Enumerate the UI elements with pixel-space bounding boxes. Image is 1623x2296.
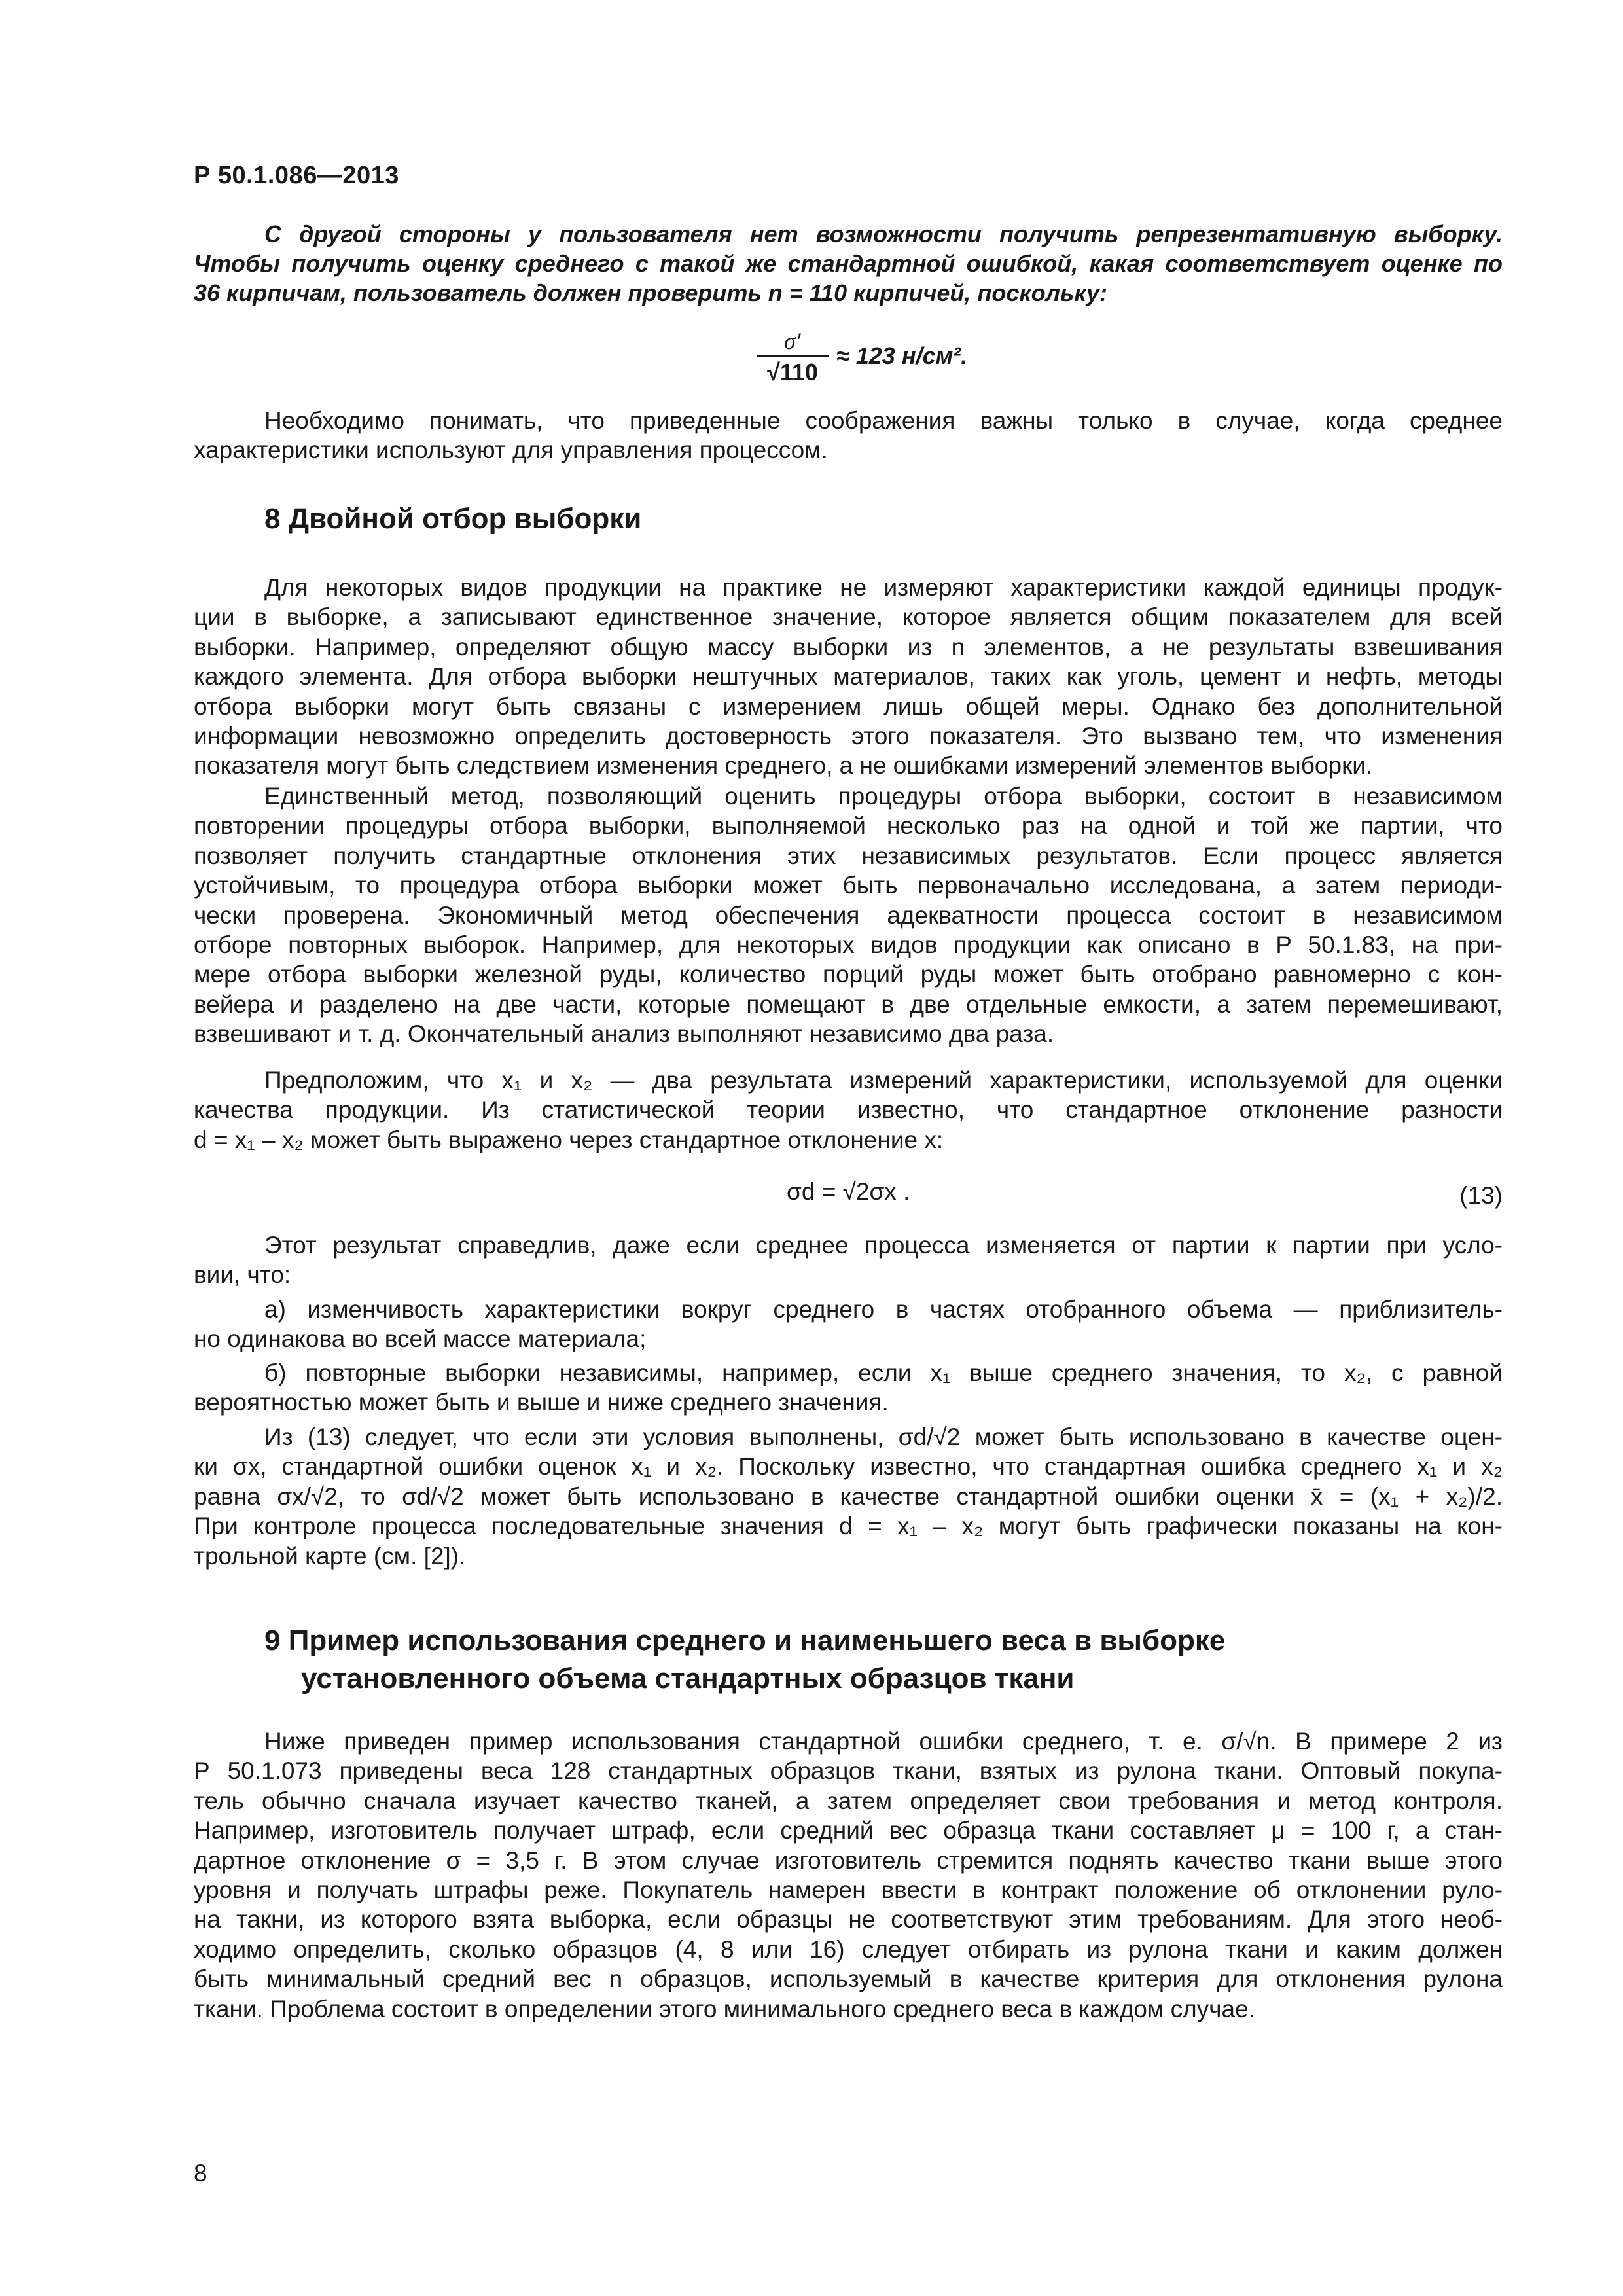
text-line: качества продукции. Из статистической теории известно, что стандартное отклонение разности: [194, 1096, 1503, 1124]
list-item-a: [194, 1295, 1503, 1354]
text-line: мере отбора выборки железной руды, количество порций руды может быть отобрано равномерно с кон-: [194, 961, 1503, 988]
text-line: вии, что:: [194, 1261, 291, 1289]
equation-number: (13): [1459, 1182, 1503, 1209]
heading-line: установленного объема стандартных образцов ткани: [301, 1662, 1075, 1695]
formula-rhs: ≈ 123 н/см².: [836, 342, 968, 369]
text-line: а) изменчивость характеристики вокруг среднего в частях отобранного объема — приблизитель-: [264, 1296, 1503, 1323]
section-9-heading: [264, 1622, 1225, 1698]
text-line: 36 кирпичам, пользователь должен проверить n = 110 кирпичей, поскольку:: [194, 279, 1108, 306]
text-line: Например, изготовитель получает штраф, если средний вес образца ткани составляет μ = 100 г, а стан-: [194, 1817, 1503, 1844]
text-line: чески проверена. Экономичный метод обеспечения адекватности процесса состоит в независимом: [194, 901, 1503, 929]
text-line: тель обычно сначала изучает качество тканей, а затем определяет свои требования и метод контроля.: [194, 1787, 1503, 1814]
text-line: Р 50.1.073 приведены веса 128 стандартных образцов ткани, взятых из рулона ткани. Оптовый покупа-: [194, 1757, 1503, 1785]
heading-line: 9 Пример использования среднего и наименьшего веса в выборке: [264, 1624, 1226, 1657]
text-line: Ниже приведен пример использования стандартной ошибки среднего, т. е. σ/√n. В примере 2 из: [264, 1728, 1503, 1755]
text-line: информации невозможно определить достоверность этого показателя. Это вызвано тем, что изменения: [194, 723, 1503, 750]
text-line: каждого элемента. Для отбора выборки нештучных материалов, таких как уголь, цемент и нефть, методы: [194, 663, 1503, 691]
formula-13: σd = √2σx .: [787, 1178, 910, 1205]
text-line: вероятностью может быть и выше и ниже среднего значения.: [194, 1389, 889, 1416]
document-code: Р 50.1.086—2013: [194, 162, 399, 189]
text-line: трольной карте (см. [2]).: [194, 1542, 466, 1570]
section-8-heading: 8 Двойной отбор выборки: [264, 503, 642, 535]
section-8-paragraph-5: [194, 1422, 1503, 1571]
text-line: Предположим, что x₁ и x₂ — два результата измерений характеристики, используемой для оценки: [264, 1067, 1503, 1094]
text-line: Из (13) следует, что если эти условия выполнены, σd/√2 может быть использовано в качестве оцен-: [264, 1424, 1503, 1450]
text-line: на такни, из которого взята выборка, если образцы не соответствуют этим требованиям. Для этого необ-: [194, 1906, 1503, 1933]
text-line: позволяет получить стандартные отклонения этих независимых результатов. Если процесс является: [194, 842, 1503, 869]
note-paragraph: [194, 406, 1503, 465]
intro-paragraph: [194, 219, 1503, 308]
text-line: С другой стороны у пользователя нет возможности получить репрезентативную выборку.: [264, 221, 1503, 247]
text-line: повторении процедуры отбора выборки, выполняемой несколько раз на одной и той же партии, что: [194, 812, 1503, 840]
page-number: 8: [194, 2160, 207, 2187]
text-line: устойчивым, то процедура отбора выборки может быть первоначально исследована, а затем периоди-: [194, 872, 1503, 899]
text-line: Для некоторых видов продукции на практике не измеряют характеристики каждой единицы продук-: [264, 574, 1503, 601]
text-line: уровня и получать штрафы реже. Покупатель намерен ввести в контракт положение об отклонении руло-: [194, 1876, 1503, 1904]
text-line: При контроле процесса последовательные значения d = x₁ – x₂ могут быть графически показаны на кон-: [194, 1513, 1503, 1540]
text-line: быть минимальный средний вес n образцов, используемый в качестве критерия для отклонения рулона: [194, 1965, 1503, 1993]
section-8-paragraph-3: [194, 1066, 1503, 1155]
text-line: характеристики используют для управления процессом.: [194, 437, 828, 464]
section-8-paragraph-1: [194, 573, 1503, 781]
text-line: Единственный метод, позволяющий оценить процедуры отбора выборки, состоит в независимом: [264, 783, 1503, 810]
text-line: но одинакова во всей массе материала;: [194, 1325, 647, 1353]
text-line: показателя могут быть следствием изменения среднего, а не ошибками измерений элементов выборки.: [194, 752, 1373, 780]
text-line: ции в выборке, а записывают единственное значение, которое является общим показателем для всей: [194, 603, 1503, 631]
text-line: выборки. Например, определяют общую массу выборки из n элементов, а не результаты взвешивания: [194, 633, 1503, 660]
fraction-numerator: σ′: [784, 328, 801, 354]
text-line: ткани. Проблема состоит в определении этого минимального среднего веса в каждом случае.: [194, 1995, 1255, 2022]
text-line: ходимо определить, сколько образцов (4, 8 или 16) следует отбирать из рулона ткани и каким должен: [194, 1935, 1503, 1963]
text-line: Чтобы получить оценку среднего с такой же стандартной ошибкой, какая соответствует оценке по: [194, 250, 1503, 277]
text-line: отбора выборки могут быть связаны с измерением лишь общей меры. Однако без дополнительной: [194, 692, 1503, 720]
text-line: d = x₁ – x₂ может быть выражено через стандартное отклонение x:: [194, 1126, 944, 1153]
fraction: [757, 329, 829, 386]
document-page: [194, 0, 1503, 2296]
fraction-denominator: √110: [767, 359, 818, 386]
section-8-paragraph-2: [194, 781, 1503, 1049]
text-line: вейера и разделено на две части, которые помещают в две отдельные емкости, а затем перемешивают,: [194, 990, 1503, 1018]
text-line: б) повторные выборки независимы, например, если x₁ выше среднего значения, то x₂, с равной: [264, 1359, 1503, 1386]
section-8-paragraph-4: [194, 1230, 1503, 1290]
text-line: ки σx, стандартной ошибки оценок x₁ и x₂. Поскольку известно, что стандартная ошибка среднего x₁ и x₂: [194, 1453, 1503, 1480]
fraction-bar: [757, 355, 829, 357]
list-item-b: [194, 1358, 1503, 1418]
text-line: отборе повторных выборок. Например, для некоторых видов продукции как описано в Р 50.1.83, на при-: [194, 931, 1503, 959]
text-line: равна σx/√2, то σd/√2 может быть использовано в качестве стандартной ошибки оценки x̄ = (x₁ + x₂)/2.: [194, 1482, 1503, 1510]
text-line: взвешивают и т. д. Окончательный анализ выполняют независимо два раза.: [194, 1020, 1054, 1048]
section-9-paragraph-1: [194, 1727, 1503, 2024]
text-line: дартное отклонение σ = 3,5 г. В этом случае изготовитель стремится поднять качество ткани выше этого: [194, 1846, 1503, 1874]
text-line: Необходимо понимать, что приведенные соображения важны только в случае, когда среднее: [264, 407, 1503, 434]
text-line: Этот результат справедлив, даже если среднее процесса изменяется от партии к партии при усло-: [264, 1232, 1503, 1259]
